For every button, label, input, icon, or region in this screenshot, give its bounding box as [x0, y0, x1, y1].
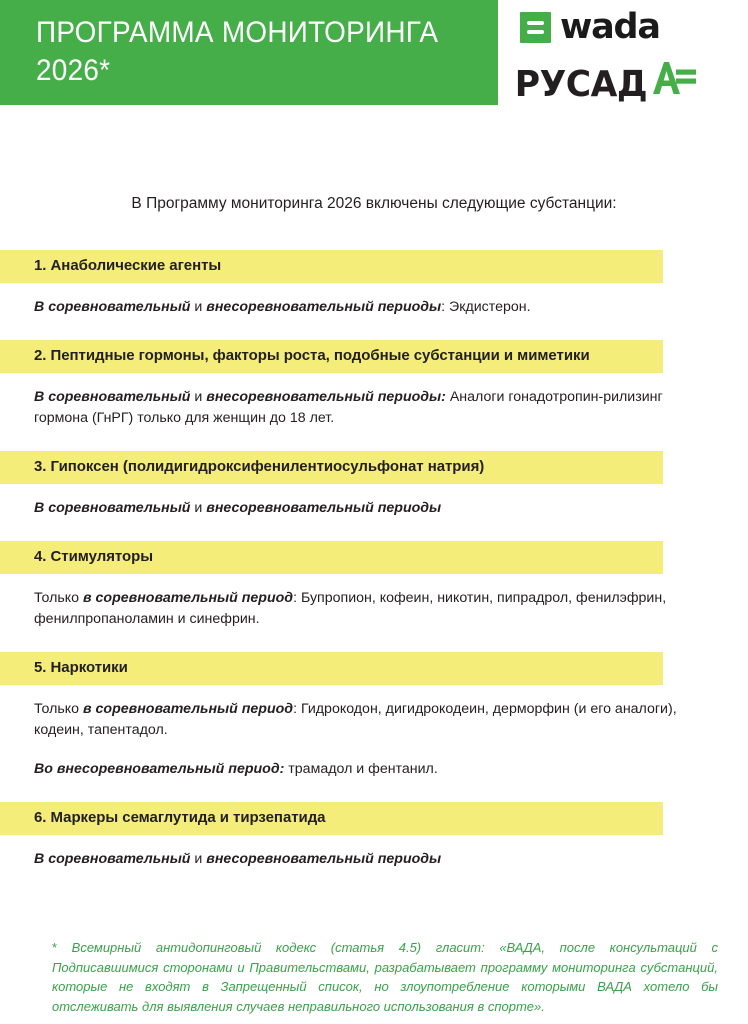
substance-list: трамадол и фентанил.	[284, 761, 438, 777]
section-paragraph	[34, 498, 708, 519]
section-6	[0, 802, 748, 892]
emphasis-out-of-competition: внесоревновательный периоды	[206, 851, 442, 867]
section-body	[0, 484, 748, 541]
emphasis-in-competition: в соревновательный период	[83, 701, 294, 717]
section-heading: 1. Анаболические агенты	[0, 250, 663, 283]
section-1	[0, 250, 748, 340]
emphasis-out-of-competition: Во внесоревновательный период:	[34, 761, 285, 777]
substance-list: Аналоги гонадотропин-рилизинг гормона (ГнРГ) только для женщин до 18 лет.	[34, 389, 663, 426]
substance-list: : Гидрокодон, дигидрокодеин, дерморфин (и его аналоги), кодеин, тапентадол.	[34, 701, 677, 738]
connector: и	[190, 500, 207, 516]
page-title-line-1: ПРОГРАММА МОНИТОРИНГА	[36, 16, 439, 49]
substance-list: : Экдистерон.	[441, 299, 531, 315]
logo-group	[498, 0, 748, 118]
section-body	[0, 574, 748, 652]
paragraph-prefix: Только	[34, 590, 84, 606]
section-body	[0, 373, 748, 451]
section-2	[0, 340, 748, 451]
section-heading: 3. Гипоксен (полидигидроксифенилентиосульфонат натрия)	[0, 451, 663, 484]
section-paragraph	[34, 297, 708, 318]
section-paragraph	[34, 699, 708, 741]
wada-logo	[520, 7, 660, 47]
title-banner	[0, 0, 498, 105]
substance-sections	[0, 250, 748, 892]
rusada-logo	[512, 60, 697, 105]
section-heading: 5. Наркотики	[0, 652, 663, 685]
section-paragraph	[34, 387, 708, 429]
wada-wordmark: wada	[560, 7, 660, 47]
emphasis-out-of-competition: внесоревновательный периоды:	[206, 389, 446, 405]
wada-equals-icon	[520, 12, 551, 43]
rusada-wordmark: РУСАД	[514, 64, 648, 105]
footnote-asterisk: *	[52, 940, 58, 955]
page-title-line-2: 2026*	[36, 54, 111, 87]
section-heading: 2. Пептидные гормоны, факторы роста, подобные субстанции и миметики	[0, 340, 663, 373]
section-5	[0, 652, 748, 802]
emphasis-in-competition: В соревновательный	[34, 500, 191, 516]
emphasis-out-of-competition: внесоревновательный периоды	[206, 299, 442, 315]
section-heading: 6. Маркеры семаглутида и тирзепатида	[0, 802, 663, 835]
footnote	[0, 938, 748, 1016]
section-3	[0, 451, 748, 541]
section-heading: 4. Стимуляторы	[0, 541, 663, 574]
emphasis-in-competition: В соревновательный	[34, 389, 191, 405]
emphasis-in-competition: В соревновательный	[34, 851, 191, 867]
footnote-text: Всемирный антидопинговый кодекс (статья 4.5) гласит: «ВАДА, после консультаций с Подписавшимися сторонами и Правительствами, разрабатывает программу мониторинга субстанций, которые не входят в Запрещенный список, но злоупотребление которыми ВАДА хотело бы отслеживать для выявления случаев неправильного использования в спорте».	[52, 940, 718, 1014]
page-header	[0, 0, 748, 118]
paragraph-prefix: Только	[34, 701, 84, 717]
section-paragraph	[34, 588, 708, 630]
section-body	[0, 835, 748, 892]
rusada-a-icon	[651, 60, 697, 96]
section-body	[0, 685, 748, 802]
substance-list: : Бупропион, кофеин, никотин, пипрадрол, фенилэфрин, фенилпропаноламин и синефрин.	[34, 590, 667, 627]
connector: и	[190, 851, 207, 867]
emphasis-out-of-competition: внесоревновательный периоды	[206, 500, 442, 516]
emphasis-in-competition: в соревновательный период	[83, 590, 294, 606]
section-body	[0, 283, 748, 340]
section-paragraph	[34, 759, 708, 780]
connector: и	[190, 299, 207, 315]
section-paragraph	[34, 849, 708, 870]
connector: и	[190, 389, 207, 405]
section-4	[0, 541, 748, 652]
intro-text: В Программу мониторинга 2026 включены следующие субстанции:	[131, 195, 617, 212]
emphasis-in-competition: В соревновательный	[34, 299, 191, 315]
